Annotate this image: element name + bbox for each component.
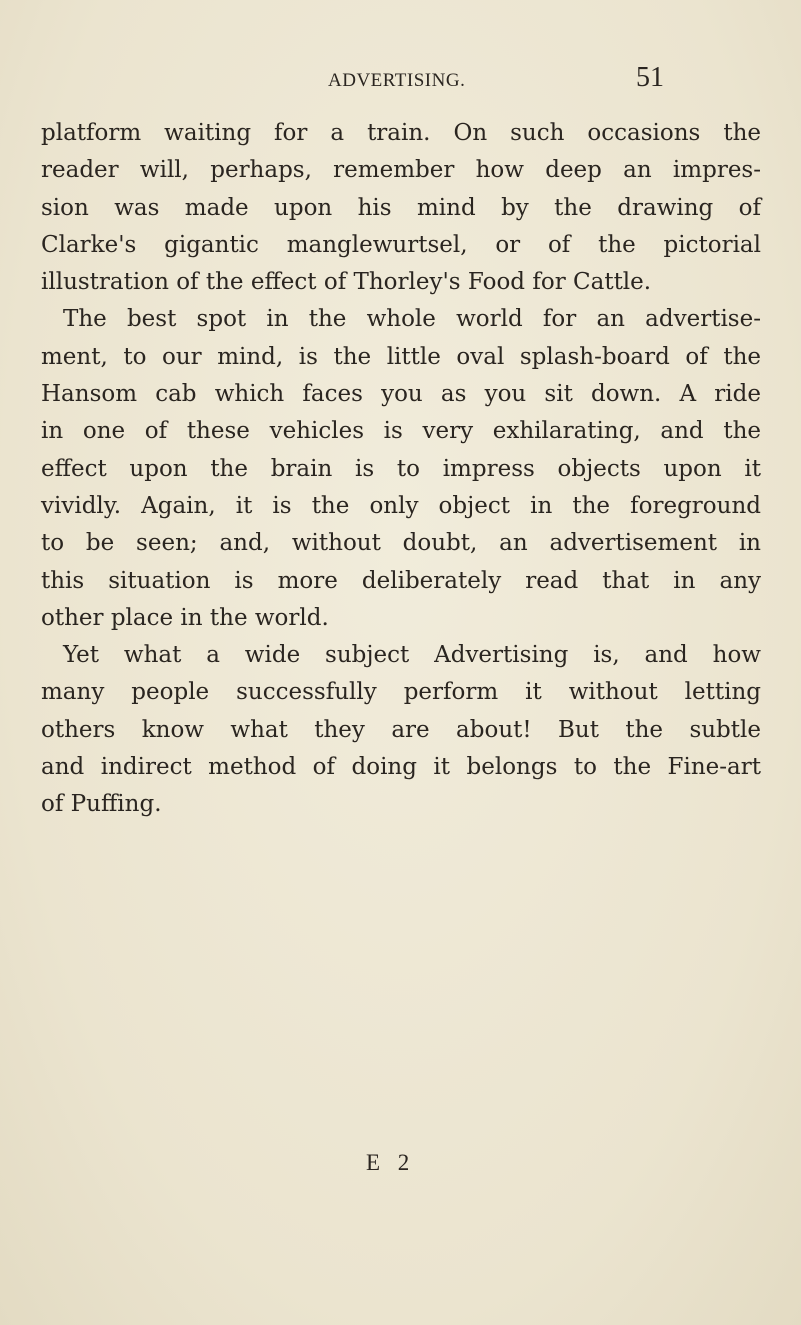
text-line: illustration of the effect of Thorley's Food for Cattle. xyxy=(41,269,652,296)
running-head-title: ADVERTISING. xyxy=(328,70,466,91)
signature-mark: E 2 xyxy=(366,1150,416,1175)
text-line: effect upon the brain is to impress objects upon it xyxy=(41,455,761,482)
text-line: Yet what a wide subject Advertising is, and how xyxy=(63,642,761,669)
text-line: in one of these vehicles is very exhilarating, and the xyxy=(41,418,761,445)
text-line: vividly. Again, it is the only object in the foreground xyxy=(41,492,761,519)
text-line: platform waiting for a train. On such occasions the xyxy=(41,120,761,146)
text-line: The best spot in the whole world for an advertise- xyxy=(63,306,761,333)
text-line: Clarke's gigantic manglewurtsel, or of the pictorial xyxy=(41,231,761,258)
text-line: Hansom cab which faces you as you sit down. A ride xyxy=(41,381,761,408)
body-text xyxy=(41,115,761,824)
text-line: this situation is more deliberately read that in any xyxy=(41,567,761,594)
text-line: other place in the world. xyxy=(41,604,329,631)
text-line: to be seen; and, without doubt, an advertisement in xyxy=(41,530,761,557)
running-head xyxy=(0,62,801,102)
text-line: ment, to our mind, is the little oval splash-board of the xyxy=(41,343,761,370)
text-line: sion was made upon his mind by the drawing of xyxy=(41,194,761,221)
page-number: 51 xyxy=(636,62,664,93)
text-line: reader will, perhaps, remember how deep an impres- xyxy=(41,157,761,184)
text-line: many people successfully perform it without letting xyxy=(41,679,761,706)
text-line: of Puffing. xyxy=(41,791,162,818)
text-line: others know what they are about! But the subtle xyxy=(41,716,761,743)
text-line: and indirect method of doing it belongs to the Fine-art xyxy=(41,754,761,781)
